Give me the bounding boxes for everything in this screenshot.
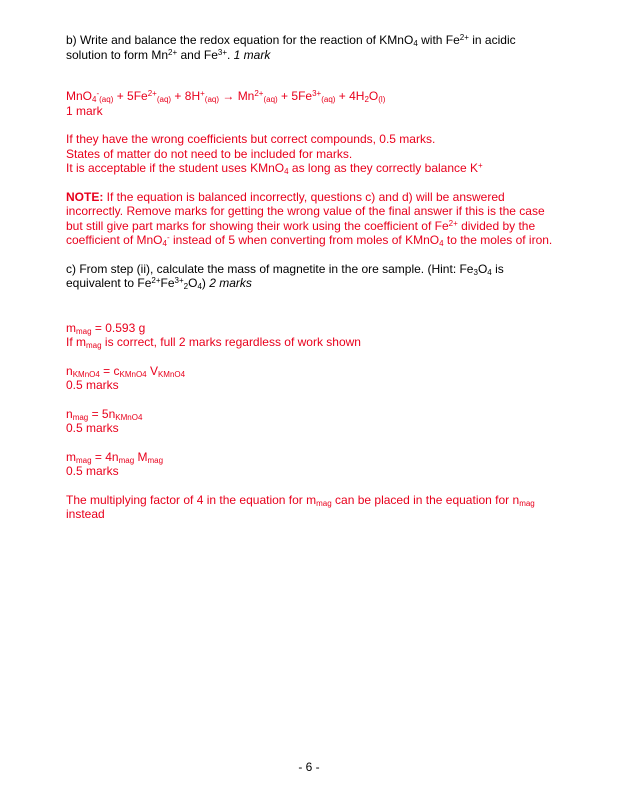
- question-c: c) From step (ii), calculate the mass of magnetite in the ore sample. (Hint: $Fe_3O_4$ is equivalent to $Fe^{2+}Fe^{3+}_2O_4$) 2 marks: [66, 261, 504, 291]
- answer-c-step-1: $n_{KMnO4} = c_{KMnO4}$ $V_{KMnO4}$ 0.5 marks: [66, 363, 186, 392]
- answer-c-factor-note: The multiplying factor of 4 in the equation for $m_{mag}$ can be placed in the equation for $n_{mag}$ instead: [66, 492, 535, 521]
- question-b-marks: 1 mark: [233, 47, 271, 62]
- answer-b-notes: If they have the wrong coefficients but correct compounds, 0.5 marks. States of matter do not need to be included for marks. It is acceptable if the student uses KMnO$_4$ as long as they correctly balance K+: [66, 132, 483, 176]
- note-label: NOTE:: [66, 189, 104, 204]
- question-c-marks: 2 marks: [209, 276, 252, 290]
- answer-c-step-3: $m_{mag} = 4n_{mag}$ $M_{mag}$ 0.5 marks: [66, 449, 164, 478]
- answer-b-equation: $MnO_4^-_{(aq)} + 5Fe^{2+}_{(aq)} + 8H^+_{(aq)} \to Mn^{2+}_{(aq)} + 5Fe^{3+}_{(aq)} + 4H_2O_{(l)}$ 1 mark: [66, 89, 386, 118]
- answer-b-mark: 1 mark: [66, 103, 103, 118]
- page-number: - 6 -: [298, 760, 320, 774]
- question-b: b) Write and balance the redox equation for the reaction of KMnO$_4$ with $Fe^{2+}$ in acidic solution to form $Mn^{2+}$ and $Fe^{3+}$. 1 mark: [66, 33, 516, 62]
- arrow-icon: →: [219, 89, 238, 103]
- document-page: [66, 33, 556, 522]
- answer-c-value: $m_{mag} = 0.593$ g If $m_{mag}$ is correct, full 2 marks regardless of work shown: [66, 320, 361, 350]
- answer-c-step-2: $n_{mag} = 5n_{KMnO4}$ 0.5 marks: [66, 406, 143, 435]
- answer-b-note-paragraph: NOTE: If the equation is balanced incorrectly, questions c) and d) will be answered incorrectly. Remove marks for getting the wrong value of the final answer if this is the case but still give part marks for showing their work using the coefficient of $Fe^{2+}$ divided by the coefficient of MnO$_4$- instead of 5 when converting from moles of KMnO$_4$ to the moles of iron.: [66, 189, 553, 248]
